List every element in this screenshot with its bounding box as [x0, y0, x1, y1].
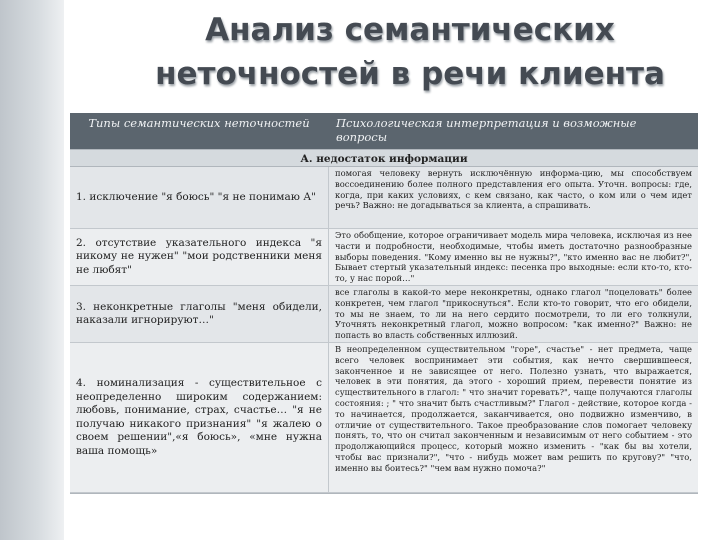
row-interpretation-cell: все глаголы в какой-то мере неконкретны, однако глагол "поцеловать" более конкретен, чем глагол "прикоснуться". Если кто-то говорит, что его обидели, то мы не знаем, то ли на него сердито посмотрели, то ли его толкнули, Уточнять неконкретный глагол, можно вопросом: "как именно?" Важно: не попасть во власть собственных иллюзий.: [328, 286, 698, 343]
row-interpretation-cell: помогая человеку вернуть исключённую информа-цию, мы способствуем воссоединению более полного представления его опыта. Уточн. вопросы: где, когда, при каких условиях, с кем связано, как часто, о ком или о чем идет речь? Важно: не догадываться за клиента, а спрашивать.: [328, 167, 698, 229]
title-line-1: Анализ семантических: [205, 12, 615, 48]
page-title: [100, 8, 720, 96]
table-bottom-border: [70, 493, 698, 494]
title-line-2: неточностей в речи клиента: [155, 56, 665, 92]
row-type-cell: 1. исключение "я боюсь" "я не понимаю А": [70, 167, 328, 229]
table-header-left: Типы семантических неточностей: [70, 113, 328, 149]
row-type-cell: 2. отсутствие указательного индекса "я никому не нужен" "мои родственники меня не любят": [70, 229, 328, 286]
row-interpretation-cell: Это обобщение, которое ограничивает модель мира человека, исключая из нее части и подробности, необходимые, чтобы иметь достаточно разнообразные выборы поведения. "Кому именно вы не нужны?", "кто именно вас не любит?", Бывает стертый указательный индекс: песенка про выходные: если кто-то, кто-то, у нас порой…": [328, 229, 698, 286]
row-interpretation-cell: В неопределенном существительном "горе", счастье" - нет предмета, чаще всего человек воспринимает эти события, как нечто свершившееся, законченное и не зависящее от него. Полезно узнать, что выражается, человек в эти понятия, да этого - хороший прием, перевести понятие из существительного в глагол: " что значит горевать?", чаще получаются глаголы состояния: ; " что значит быть счастливым?" Глагол - действие, которое когда - то начинается, продолжается, заканчивается, оно подвижно изменчиво, в отличие от существительного. Такое преобразование слов помогает человеку понять, то, что он считал законченным и независимым от него событием - это продолжающийся процесс, который можно изменить - "как бы вы хотели, чтобы вас признали?", "что - нибудь может вам решить по кругову?" "что, именно вы боитесь?" "чем вам нужно помоча?": [328, 343, 698, 493]
table-row: [70, 167, 698, 229]
table-header-right: Психологическая интерпретация и возможные вопросы: [328, 113, 698, 149]
row-type-cell: 4. номинализация - существительное с неопределенно широким содержанием: любовь, понимание, страх, счастье… "я не получаю никакого признания" "я жалею о своем решении",«я боюсь», «мне нужна ваша помощь»: [70, 343, 328, 493]
table-row: [70, 229, 698, 286]
side-decor-bar: [0, 0, 64, 540]
table-row: [70, 286, 698, 343]
table-row: [70, 343, 698, 493]
row-type-cell: 3. неконкретные глаголы "меня обидели, наказали игнорируют…": [70, 286, 328, 343]
section-heading: А. недостаток информации: [70, 149, 698, 167]
